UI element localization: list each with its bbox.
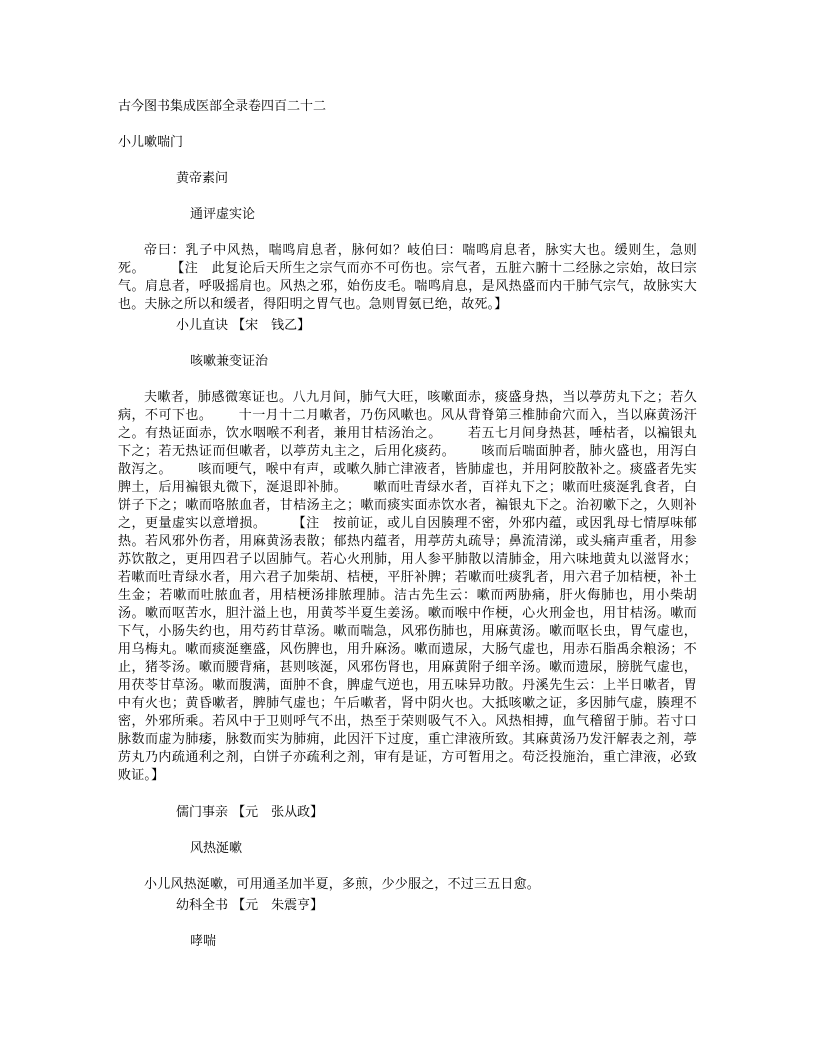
source-heading: 小儿直诀 【宋 钱乙】 [176, 318, 311, 333]
source-heading: 黄帝素问 [176, 171, 229, 186]
body-paragraph [118, 389, 697, 785]
section-title: 小儿嗽喘门 [118, 135, 184, 150]
chapter-heading: 风热涎嗽 [190, 841, 243, 856]
paragraph-text: 十一月十二月嗽者，乃伤风嗽也。风从背脊第三椎肺俞穴而入，当以麻黄汤汗之。有热证面赤，饮水咽喉不利者，兼用甘桔汤治之。 [118, 408, 697, 441]
paragraph-text: 咳而哽气，喉中有声，或嗽久肺亡津液者，皆肺虚也，并用阿胶散补之。痰盛者先实脾土，后用褊银丸微下，涎退即补肺。 [118, 462, 697, 495]
body-paragraph [118, 876, 697, 894]
paragraph-text: 帝曰：乳子中风热，喘鸣肩息者，脉何如？岐伯曰：喘鸣肩息者，脉实大也。缓则生，急则死。 [118, 243, 697, 276]
book-title: 古今图书集成医部全录卷四百二十二 [118, 99, 327, 114]
paragraph-text: 夫嗽者，肺感微寒证也。八九月间，肺气大旺，咳嗽面赤，痰盛身热，当以葶苈丸下之；若久病，不可下也。 [118, 390, 697, 423]
chapter-heading: 咳嗽兼变证治 [190, 354, 269, 369]
paragraph-text: 咳而后喘面肿者，肺火盛也，用泻白散泻之。 [118, 444, 697, 477]
paragraph-text: 嗽而吐青绿水者，百祥丸下之；嗽而吐痰涎乳食者，白饼子下之；嗽而咯脓血者，甘桔汤主之；嗽而痰实面赤饮水者，褊银丸下之。治初嗽下之，久则补之，更量虚实以意增损。 [118, 480, 697, 531]
body-paragraph [118, 242, 697, 314]
paragraph-text: 小儿风热涎嗽，可用通圣加半夏，多煎，少少服之，不过三五日愈。 [144, 877, 541, 892]
annotation-note: 【注 按前证，或儿自因腠理不密，外邪内蕴，或因乳母七情厚味郁热。若风邪外伤者，用麻黄汤表散；郁热内蕴者，用葶苈丸疏导；鼻流清涕，或头痛声重者，用参苏饮散之，更用四君子以固肺气。若心火刑肺，用人参平肺散以清肺金，用六味地黄丸以滋肾水；若嗽而吐青绿水者，用六君子加柴胡、桔梗，平肝补脾；若嗽而吐痰乳者，用六君子加桔梗，补土生金；若嗽而吐脓血者，用桔梗汤排脓理肺。洁古先生云：嗽而两胁痛，肝火侮肺也，用小柴胡汤。嗽而呕苦水，胆汁溢上也，用黄芩半夏生姜汤。嗽而喉中作梗，心火刑金也，用甘桔汤。嗽而下气，小肠失约也，用芍药甘草汤。嗽而喘急，风邪伤肺也，用麻黄汤。嗽而呕长虫，胃气虚也，用乌梅丸。嗽而痰涎壅盛，风伤脾也，用升麻汤。嗽而遗尿，大肠气虚也，用赤石脂禹余粮汤；不止，猪苓汤。嗽而腰背痛，甚则咳涎，风邪伤肾也，用麻黄附子细辛汤。嗽而遗尿，膀胱气虚也，用茯苓甘草汤。嗽而腹满，面肿不食，脾虚气逆也，用五味异功散。丹溪先生云：上半日嗽者，胃中有火也；黄昏嗽者，脾肺气虚也；午后嗽者，肾中阴火也。大抵咳嗽之证，多因肺气虚，腠理不密，外邪所乘。若风中于卫则呼气不出，热至于荣则吸气不入。风热相搏，血气稽留于肺。若寸口脉数而虚为肺痿，脉数而实为肺痈，此因汗下过度，重亡津液所致。其麻黄汤乃发汗解表之剂，葶苈丸乃内疏通利之剂，白饼子亦疏利之剂，审有是证，方可暂用之。苟泛投施治，重亡津液，必致败证。】 [118, 516, 697, 783]
source-heading: 儒门事亲 【元 张从政】 [176, 805, 324, 820]
source-heading: 幼科全书 【元 朱震亨】 [176, 898, 324, 913]
annotation-note: 【注 此复论后天所生之宗气而亦不可伤也。宗气者，五脏六腑十二经脉之宗始，故曰宗气。肩息者，呼吸摇肩也。风热之邪，始伤皮毛。喘鸣肩息，是风热盛而内干肺气宗气，故脉实大也。夫脉之所以和缓者，得阳明之胃气也。急则胃氨已绝，故死。】 [118, 261, 697, 312]
chapter-heading: 哮喘 [190, 934, 217, 949]
chapter-heading: 通评虚实论 [190, 207, 256, 222]
paragraph-text: 若五七月间身热甚，唾枯者，以褊银丸下之；若无热证而但嗽者，以葶苈丸主之，后用化痰药。 [118, 426, 697, 459]
